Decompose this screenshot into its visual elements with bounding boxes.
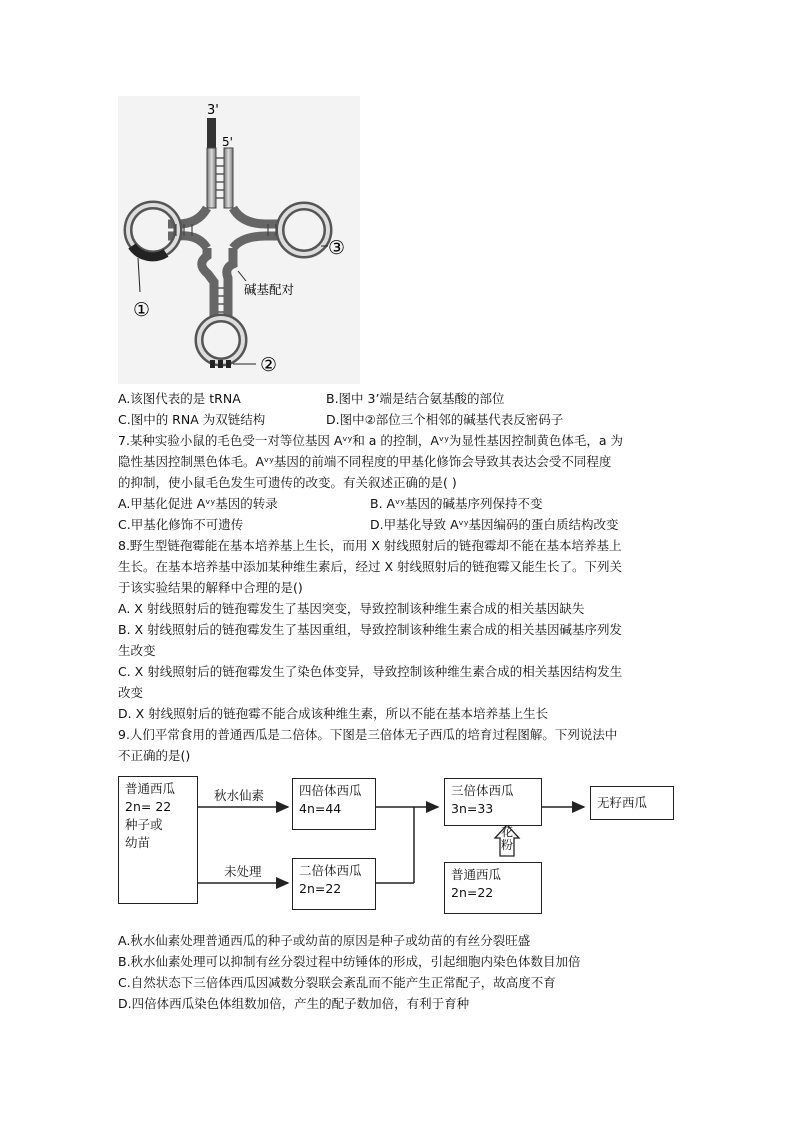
- q9-option-c: C.自然状态下三倍体西瓜因减数分裂联会紊乱而不能产生正常配子，故高度不育: [118, 975, 556, 990]
- q6-option-a: A.该图代表的是 tRNA: [118, 391, 241, 406]
- q9-option-a: A.秋水仙素处理普通西瓜的种子或幼苗的原因是种子或幼苗的有丝分裂旺盛: [118, 933, 531, 948]
- q8-option-a: A. X 射线照射后的链孢霉发生了基因突变，导致控制该种维生素合成的相关基因缺失: [118, 601, 585, 616]
- marker-1: ①: [133, 299, 151, 321]
- triploid-count: 3n=33: [451, 801, 494, 816]
- q9-stem-line-1: 9.人们平常食用的普通西瓜是二倍体。下图是三倍体无子西瓜的培育过程图解。下列说法中: [118, 727, 618, 742]
- watermelon-flow-diagram: [118, 770, 674, 920]
- pollen-char-1: 花: [501, 825, 514, 839]
- trna-diagram: [118, 96, 360, 384]
- seedless-box: [590, 786, 674, 820]
- tetraploid-box: [292, 778, 376, 830]
- seedless-title: 无籽西瓜: [597, 795, 648, 810]
- marker-2: ②: [260, 354, 278, 376]
- pollen-label: [501, 826, 513, 852]
- q8-option-b-line-2: 生改变: [118, 643, 156, 658]
- q6-option-d: D.图中②部位三个相邻的碱基代表反密码子: [326, 412, 564, 427]
- label-3-prime: 3': [207, 103, 219, 118]
- start-line-4: 幼苗: [125, 835, 151, 850]
- q8-option-b-line-1: B. X 射线照射后的链孢霉发生了基因重组，导致控制该种维生素合成的相关基因碱基序列发: [118, 622, 623, 637]
- start-line-3: 种子或: [125, 817, 163, 832]
- q8-stem-line-2: 生长。在基本培养基中添加某种维生素后，经过 X 射线照射后的链孢霉又能生长了。下列关: [118, 559, 623, 574]
- trna-3-prime-end: [207, 118, 216, 150]
- start-box-common-watermelon: [118, 776, 198, 904]
- common-watermelon-box: [444, 862, 542, 914]
- common-title: 普通西瓜: [451, 867, 502, 882]
- edge-label-colchicine: 秋水仙素: [214, 788, 265, 803]
- marker-3: ③: [328, 237, 346, 259]
- diploid-count: 2n=22: [299, 881, 342, 896]
- base-pair-label: 碱基配对: [244, 282, 295, 297]
- start-line-2: 2n= 22: [125, 799, 172, 814]
- trna-figure: [118, 96, 360, 384]
- q7-stem-line-1: 7.某种实验小鼠的毛色受一对等位基因 Aᵛʸ和 a 的控制，Aᵛʸ为显性基因控制黄色体毛，a 为: [118, 433, 623, 448]
- q7-stem-line-3: 的抑制，使小鼠毛色发生可遗传的改变。有关叙述正确的是( ): [118, 475, 457, 490]
- common-count: 2n=22: [451, 885, 494, 900]
- triploid-box: [444, 778, 542, 826]
- q8-option-d: D. X 射线照射后的链孢霉不能合成该种维生素，所以不能在基本培养基上生长: [118, 706, 549, 721]
- q8-option-c-line-2: 改变: [118, 685, 144, 700]
- q8-option-c-line-1: C. X 射线照射后的链孢霉发生了染色体变异，导致控制该种维生素合成的相关基因结构发生: [118, 664, 623, 679]
- q6-option-c: C.图中的 RNA 为双链结构: [118, 412, 266, 427]
- tetraploid-title: 四倍体西瓜: [299, 783, 362, 798]
- q8-stem-line-1: 8.野生型链孢霉能在基本培养基上生长，而用 X 射线照射后的链孢霉却不能在基本培养基上: [118, 538, 622, 553]
- label-5-prime: 5': [222, 135, 233, 149]
- tetraploid-count: 4n=44: [299, 801, 342, 816]
- diploid-box: [292, 858, 376, 910]
- q7-stem-line-2: 隐性基因控制黑色体毛。Aᵛʸ基因的前端不同程度的甲基化修饰会导致其表达会受不同程度: [118, 454, 612, 469]
- q6-option-b: B.图中 3’端是结合氨基酸的部位: [326, 391, 505, 406]
- pollen-char-2: 粉: [501, 838, 514, 852]
- q9-option-b: B.秋水仙素处理可以抑制有丝分裂过程中纺锤体的形成，引起细胞内染色体数目加倍: [118, 954, 581, 969]
- q7-option-a: A.甲基化促进 Aᵛʸ基因的转录: [118, 496, 278, 511]
- q8-stem-line-3: 于该实验结果的解释中合理的是(): [118, 580, 303, 595]
- diploid-title: 二倍体西瓜: [299, 863, 362, 878]
- q9-option-d: D.四倍体西瓜染色体组数加倍，产生的配子数加倍，有利于育种: [118, 996, 470, 1011]
- edge-label-untreated: 未处理: [224, 864, 262, 879]
- q7-option-c: C.甲基化修饰不可遗传: [118, 517, 244, 532]
- q7-option-b: B. Aᵛʸ基因的碱基序列保持不变: [370, 496, 543, 511]
- triploid-title: 三倍体西瓜: [451, 783, 514, 798]
- q7-option-d: D.甲基化导致 Aᵛʸ基因编码的蛋白质结构改变: [370, 517, 619, 532]
- q9-stem-line-2: 不正确的是(): [118, 748, 191, 763]
- start-line-1: 普通西瓜: [125, 781, 176, 796]
